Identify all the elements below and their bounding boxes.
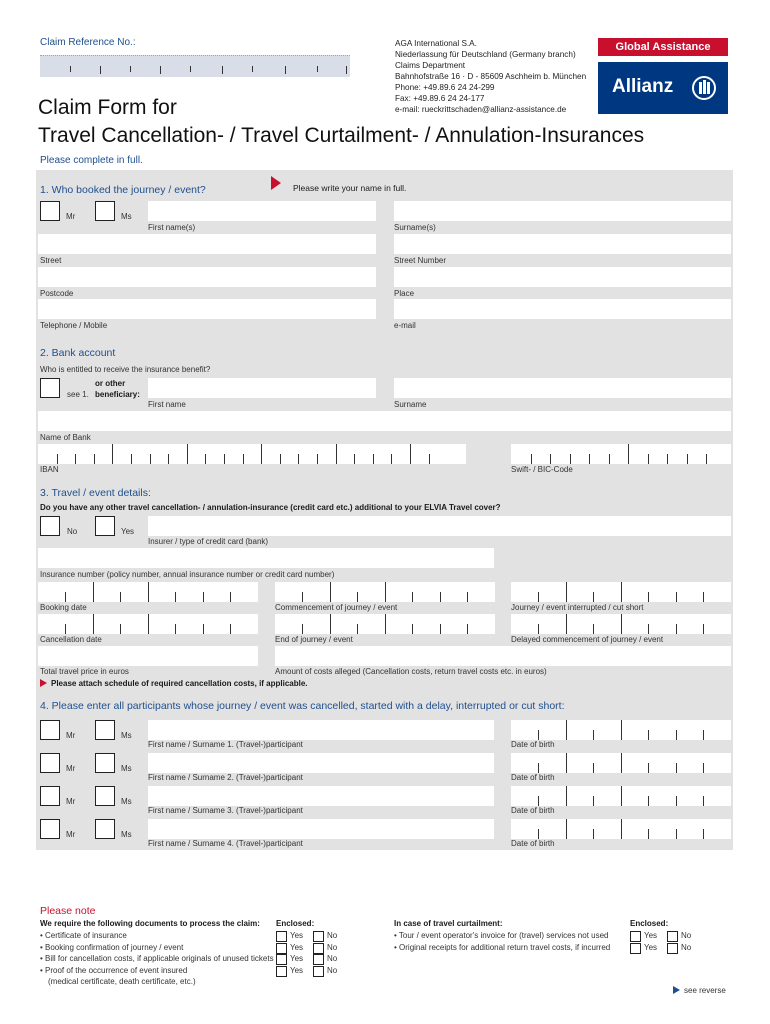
tick-mark [703,796,704,806]
tick-mark [205,454,206,464]
enclosed-heading: Enclosed: [276,919,315,928]
tick-mark [621,753,622,773]
doc-item: • Bill for cancellation costs, if applicable originals of unused tickets [40,954,274,963]
participant-name-label: First name / Surname 1. (Travel-)participant [148,740,303,749]
tick-mark [648,796,649,806]
tick-mark [93,614,94,634]
arrow-icon [40,679,47,687]
tick-mark [130,66,131,72]
claim-reference-label: Claim Reference No.: [40,37,136,48]
tick-mark [410,444,411,464]
section-3-title: 3. Travel / event details: [40,487,151,499]
yes-label: Yes [290,942,304,952]
tick-mark [648,730,649,740]
title-line-2: Travel Cancellation- / Travel Curtailment- / Annulation-Insurances [38,124,645,147]
tick-mark [187,444,188,464]
tick-mark [57,454,58,464]
doc-yes-checkbox[interactable] [276,931,287,942]
tick-mark [648,829,649,839]
participant-mr-checkbox[interactable] [40,720,60,740]
ms-checkbox[interactable] [95,201,115,221]
tick-mark [230,624,231,634]
see-reverse [673,986,726,996]
no-label: No [681,942,692,952]
participant-ms-checkbox[interactable] [95,819,115,839]
tick-mark [676,796,677,806]
curtailment-doc-item: • Original receipts for additional return travel costs, if incurred [394,942,611,952]
title-line-1: Claim Form for [38,96,177,119]
participant-ms-checkbox[interactable] [95,720,115,740]
tick-mark [175,624,176,634]
ms-label: Ms [121,764,132,773]
first-name-label: First name [148,400,186,409]
postcode-label: Postcode [40,289,74,298]
tick-mark [593,624,594,634]
tick-mark [131,454,132,464]
tick-mark [593,592,594,602]
curtailment-no-checkbox[interactable] [667,943,678,954]
participant-ms-checkbox[interactable] [95,786,115,806]
doc-no-checkbox[interactable] [313,966,324,977]
iban-label: IBAN [40,465,59,474]
doc-yes-checkbox[interactable] [276,966,287,977]
claim-reference-field[interactable] [40,55,350,77]
address-line: Claims Department [395,61,466,70]
tick-mark [330,582,331,602]
delayed-label: Delayed commencement of journey / event [511,635,664,644]
tick-mark [566,786,567,806]
bank-name-label: Name of Bank [40,433,91,442]
participant-name-label: First name / Surname 2. (Travel-)participant [148,773,303,782]
tick-mark [593,763,594,773]
tick-mark [330,614,331,634]
tick-mark [412,592,413,602]
street-label: Street [40,256,62,265]
doc-yes-checkbox[interactable] [276,943,287,954]
docs-sub: (medical certificate, death certificate, etc.) [48,977,196,986]
ms-label: Ms [121,830,132,839]
tick-mark [676,829,677,839]
dob-label: Date of birth [511,773,555,782]
ms-label: Ms [121,797,132,806]
docs-heading: We require the following documents to process the claim: [40,919,260,928]
booking-date-label: Booking date [40,603,87,612]
tick-mark [298,454,299,464]
surnames-label: Surname(s) [394,223,436,232]
tick-mark [203,592,204,602]
participant-mr-checkbox[interactable] [40,753,60,773]
surname-label: Surname [394,400,427,409]
tick-mark [467,592,468,602]
tick-mark [566,753,567,773]
other-insurance-no-checkbox[interactable] [40,516,60,536]
tick-mark [538,730,539,740]
participant-mr-checkbox[interactable] [40,786,60,806]
see-reverse-text: see reverse [684,986,726,995]
place-field[interactable] [394,267,731,287]
tick-mark [676,592,677,602]
no-label: No [327,942,338,952]
yes-label: Yes [644,931,658,940]
tick-mark [621,819,622,839]
participant-name-field[interactable] [148,720,494,740]
tick-mark [317,454,318,464]
curtailment-doc-item: • Tour / event operator's invoice for (travel) services not used [394,931,609,940]
tick-mark [190,66,191,72]
allianz-eagle-icon [692,76,716,100]
yes-label: Yes [121,527,135,536]
participant-name-field[interactable] [148,819,494,839]
mr-checkbox[interactable] [40,201,60,221]
yes-label: Yes [644,942,658,952]
doc-no-checkbox[interactable] [313,931,324,942]
tick-mark [70,66,71,72]
tick-mark [566,819,567,839]
tick-mark [203,624,204,634]
cancellation-date-label: Cancellation date [40,635,102,644]
doc-yes-checkbox[interactable] [276,954,287,965]
insurer-field[interactable] [148,516,731,536]
insurance-number-field[interactable] [38,548,494,568]
tick-mark [621,614,622,634]
tick-mark [538,829,539,839]
tick-mark [648,763,649,773]
enclosed-heading-2: Enclosed: [630,919,669,928]
doc-item: • Proof of the occurrence of event insured [40,965,188,975]
beneficiary-first-name-field[interactable] [148,378,376,398]
tick-mark [566,582,567,602]
email-field[interactable] [394,299,731,319]
tick-mark [230,592,231,602]
tick-mark [385,614,386,634]
attach-note [40,679,308,689]
commencement-label: Commencement of journey / event [275,603,398,612]
beneficiary-label: beneficiary: [95,390,140,399]
tick-mark [65,592,66,602]
section-4-title: 4. Please enter all participants whose journey / event was cancelled, started with a delay, interrupted or cut short: [40,700,565,712]
tick-mark [285,66,286,74]
tick-mark [538,624,539,634]
curtailment-heading: In case of travel curtailment: [394,919,503,928]
tick-mark [317,66,318,72]
iban-field[interactable] [38,444,466,464]
other-insurance-question: Do you have any other travel cancellation- / annulation-insurance (credit card etc.) additional to your ELVIA Travel cover? [40,503,501,512]
curtailment-yes-checkbox[interactable] [630,943,641,954]
no-label: No [327,954,338,963]
tick-mark [648,624,649,634]
tick-mark [467,624,468,634]
see-1-checkbox[interactable] [40,378,60,398]
tick-mark [224,454,225,464]
tick-mark [150,454,151,464]
tick-mark [357,624,358,634]
tick-mark [93,582,94,602]
mr-label: Mr [66,797,76,806]
yes-label: Yes [290,954,304,963]
tick-mark [621,786,622,806]
participant-name-field[interactable] [148,753,494,773]
interrupted-label: Journey / event interrupted / cut short [511,603,644,612]
tick-mark [222,66,223,74]
tick-mark [676,730,677,740]
tick-mark [148,582,149,602]
participant-mr-checkbox[interactable] [40,819,60,839]
tick-mark [621,720,622,740]
tick-mark [621,582,622,602]
tick-mark [412,624,413,634]
tick-mark [346,66,347,74]
tick-mark [440,624,441,634]
please-note-title: Please note [40,905,96,917]
swift-label: Swift- / BIC-Code [511,465,573,474]
doc-no-checkbox[interactable] [313,943,324,954]
tick-mark [593,730,594,740]
doc-no-checkbox[interactable] [313,954,324,965]
page-subtitle: Please complete in full. [40,155,143,166]
dob-label: Date of birth [511,806,555,815]
tick-mark [538,592,539,602]
street-field[interactable] [38,234,376,254]
address-line: Bahnhofstraße 16 · D - 85609 Aschheim b. München [395,72,587,81]
tick-mark [429,454,430,464]
tick-mark [261,444,262,464]
participant-name-field[interactable] [148,786,494,806]
name-note: Please write your name in full. [293,183,407,193]
tick-mark [94,454,95,464]
participant-name-label: First name / Surname 4. (Travel-)participant [148,839,303,848]
ms-label: Ms [121,212,132,221]
allianz-logo [598,62,728,114]
tick-mark [703,763,704,773]
mr-label: Mr [66,830,76,839]
tick-mark [703,730,704,740]
tick-mark [676,763,677,773]
tick-mark [302,592,303,602]
tick-mark [566,614,567,634]
tick-mark [593,796,594,806]
address-line: e-mail: rueckrittschaden@allianz-assistance.de [395,105,567,114]
tick-mark [168,454,169,464]
address-line: Fax: +49.89.6 24 24-177 [395,94,485,103]
surnames-field[interactable] [394,201,731,221]
participant-name-label: First name / Surname 3. (Travel-)participant [148,806,303,815]
tick-mark [570,454,571,464]
postcode-field[interactable] [38,267,376,287]
tick-mark [703,624,704,634]
insurer-address [395,38,586,115]
total-price-label: Total travel price in euros [40,667,129,676]
mr-label: Mr [66,764,76,773]
beneficiary-surname-field[interactable] [394,378,731,398]
email-label: e-mail [394,321,416,330]
or-other-label: or other [95,379,126,388]
tick-mark [703,829,704,839]
address-line: Niederlassung für Deutschland (Germany branch) [395,50,576,59]
place-label: Place [394,289,415,298]
amount-costs-field[interactable] [275,646,731,666]
tick-mark [531,454,532,464]
brand-name: Allianz [612,76,674,97]
doc-item: • Certificate of insurance [40,931,127,940]
ms-label: Ms [121,731,132,740]
tick-mark [252,66,253,72]
amount-costs-label: Amount of costs alleged (Cancellation costs, return travel costs etc. in euros) [275,667,547,676]
telephone-label: Telephone / Mobile [40,321,108,330]
address-line: AGA International S.A. [395,39,477,48]
tick-mark [648,592,649,602]
tick-mark [628,444,629,464]
curtailment-no-checkbox[interactable] [667,931,678,942]
no-label: No [67,527,78,536]
tick-mark [120,624,121,634]
tick-mark [175,592,176,602]
tick-mark [550,454,551,464]
yes-label: Yes [290,931,304,940]
swift-field[interactable] [511,444,731,464]
dob-label: Date of birth [511,740,555,749]
no-label: No [327,931,338,940]
tick-mark [112,444,113,464]
tick-mark [589,454,590,464]
beneficiary-question: Who is entitled to receive the insurance benefit? [40,365,211,374]
tick-mark [440,592,441,602]
mr-label: Mr [66,731,76,740]
doc-item: • Booking confirmation of journey / event [40,942,184,952]
street-number-label: Street Number [394,256,447,265]
tick-mark [75,454,76,464]
brand-bar: Global Assistance [598,38,728,56]
tick-mark [609,454,610,464]
tick-mark [593,829,594,839]
total-price-field[interactable] [38,646,258,666]
insurance-number-label: Insurance number (policy number, annual insurance number or credit card number) [40,570,335,579]
tick-mark [706,454,707,464]
other-insurance-yes-checkbox[interactable] [95,516,115,536]
tick-mark [676,624,677,634]
tick-mark [65,624,66,634]
yes-label: Yes [290,965,304,975]
see-1-label: see 1. [67,390,89,399]
street-number-field[interactable] [394,234,731,254]
arrow-icon [673,986,680,994]
tick-mark [667,454,668,464]
tick-mark [538,796,539,806]
pointer-arrow-icon [271,176,281,190]
tick-mark [100,66,101,74]
section-2-title: 2. Bank account [40,347,116,359]
tick-mark [385,582,386,602]
address-line: Phone: +49.89.6 24 24-299 [395,83,495,92]
mr-label: Mr [66,212,76,221]
tick-mark [648,454,649,464]
no-label: No [681,931,692,940]
attach-note-text: Please attach schedule of required cancellation costs, if applicable. [51,679,308,688]
tick-mark [357,592,358,602]
insurer-label: Insurer / type of credit card (bank) [148,537,269,546]
first-names-field[interactable] [148,201,376,221]
tick-mark [373,454,374,464]
tick-mark [687,454,688,464]
telephone-field[interactable] [38,299,376,319]
tick-mark [703,592,704,602]
first-names-label: First name(s) [148,223,196,232]
tick-mark [336,444,337,464]
end-label: End of journey / event [275,635,353,644]
tick-mark [243,454,244,464]
section-1-title: 1. Who booked the journey / event? [40,184,206,196]
tick-mark [391,454,392,464]
tick-mark [148,614,149,634]
tick-mark [538,763,539,773]
participant-ms-checkbox[interactable] [95,753,115,773]
tick-mark [302,624,303,634]
tick-mark [160,66,161,74]
curtailment-yes-checkbox[interactable] [630,931,641,942]
tick-mark [280,454,281,464]
tick-mark [566,720,567,740]
dob-label: Date of birth [511,839,555,848]
tick-mark [120,592,121,602]
bank-name-field[interactable] [38,411,731,431]
no-label: No [327,965,338,975]
tick-mark [354,454,355,464]
